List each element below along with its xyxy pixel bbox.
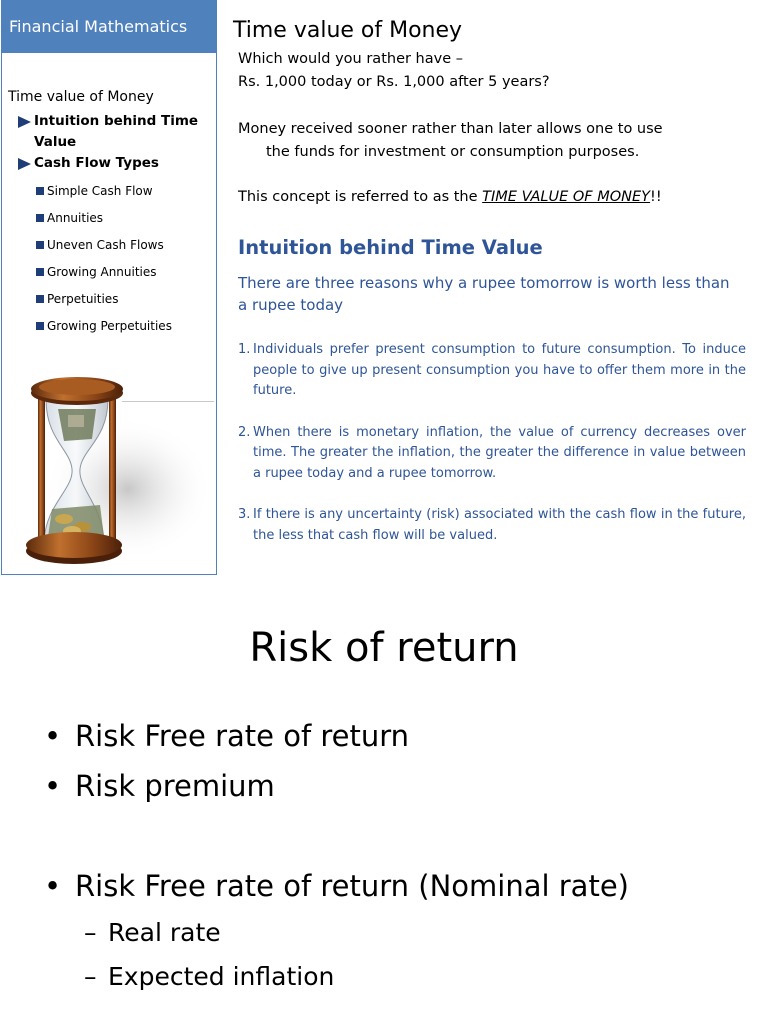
sidebar-nav xyxy=(8,89,214,344)
sidebar-subitem-label: Perpetuities xyxy=(47,292,119,306)
section-intro: There are three reasons why a rupee tomorrow is worth less than a rupee today xyxy=(238,274,730,314)
triangle-right-icon xyxy=(18,116,31,128)
paragraph-line: Money received sooner rather than later allows one to use xyxy=(238,121,663,137)
spacer xyxy=(44,815,629,865)
list-text: When there is monetary inflation, the value of currency decreases over time. The greater the inflation, the greater the difference in value between a rupee today and a rupee tomorrow. xyxy=(253,424,746,481)
sub-bullet-item xyxy=(44,915,629,959)
paragraph-line: the funds for investment or consumption purposes. xyxy=(266,144,640,160)
bullet-text: Risk premium xyxy=(75,769,275,803)
slide-risk-of-return xyxy=(0,590,768,1024)
bullet-item xyxy=(44,865,629,915)
square-bullet-icon xyxy=(36,214,44,222)
sidebar-subitem-growing-annuities[interactable] xyxy=(8,263,214,290)
sub-bullet-item xyxy=(44,959,629,1003)
paragraph-concept xyxy=(238,186,722,209)
sidebar-header: Financial Mathematics xyxy=(2,1,216,53)
concept-emphasis: TIME VALUE OF MONEY xyxy=(482,189,651,205)
sub-bullet-text: Real rate xyxy=(108,918,221,947)
sidebar xyxy=(1,0,217,575)
intro-line: Which would you rather have – xyxy=(238,51,463,67)
triangle-right-icon xyxy=(18,158,31,170)
reasons-list xyxy=(238,340,746,567)
list-text: Individuals prefer present consumption to future consumption. To induce people to give up present consumption you have to offer them more in the future. xyxy=(253,342,746,398)
square-bullet-icon xyxy=(36,268,44,276)
list-number: 2. xyxy=(238,424,251,440)
slide-title: Risk of return xyxy=(249,625,519,671)
list-number: 1. xyxy=(238,342,251,357)
concept-prefix: This concept is referred to as the xyxy=(238,189,483,205)
sidebar-subitem-simple-cash-flow[interactable] xyxy=(8,182,214,209)
list-number: 3. xyxy=(238,507,251,522)
bullet-item xyxy=(44,765,629,815)
sidebar-subitem-growing-perpetuities[interactable] xyxy=(8,317,214,344)
list-item xyxy=(238,340,746,402)
bullet-item xyxy=(44,715,629,765)
square-bullet-icon xyxy=(36,295,44,303)
hourglass-icon xyxy=(8,369,214,569)
sidebar-subitem-perpetuities[interactable] xyxy=(8,290,214,317)
section-heading: Intuition behind Time Value xyxy=(238,236,543,259)
list-text: If there is any uncertainty (risk) associated with the cash flow in the future, the less that cash flow will be valued. xyxy=(253,507,746,543)
square-bullet-icon xyxy=(36,322,44,330)
sidebar-subitem-label: Uneven Cash Flows xyxy=(47,238,164,252)
sub-bullet-dash: – xyxy=(84,918,97,947)
sidebar-subitem-label: Annuities xyxy=(47,211,104,225)
sidebar-subitem-annuities[interactable] xyxy=(8,209,214,236)
sidebar-subitem-label: Growing Annuities xyxy=(47,265,157,279)
sidebar-subitem-uneven-cash-flows[interactable] xyxy=(8,236,214,263)
sidebar-subitem-label: Growing Perpetuities xyxy=(47,319,172,333)
bullet-text: Risk Free rate of return xyxy=(75,719,410,753)
sidebar-title[interactable]: Time value of Money xyxy=(8,89,154,105)
sidebar-subitems xyxy=(8,182,214,344)
square-bullet-icon xyxy=(36,187,44,195)
sub-bullet-dash: – xyxy=(84,962,97,991)
intro-line: Rs. 1,000 today or Rs. 1,000 after 5 years? xyxy=(238,74,550,90)
sidebar-item-cash-flow-types[interactable] xyxy=(8,153,214,174)
bullet-dot: • xyxy=(44,869,62,903)
sidebar-subitem-label: Simple Cash Flow xyxy=(47,184,153,198)
bullet-dot: • xyxy=(44,769,62,803)
square-bullet-icon xyxy=(36,241,44,249)
list-item xyxy=(238,423,746,485)
concept-suffix: !! xyxy=(650,189,662,205)
sidebar-item-label: Cash Flow Types xyxy=(34,155,159,171)
bullet-dot: • xyxy=(44,719,62,753)
page-title: Time value of Money xyxy=(233,18,463,43)
paragraph-money-sooner xyxy=(238,118,722,164)
list-item xyxy=(238,505,746,546)
bullet-list xyxy=(44,715,629,1003)
intro-question xyxy=(238,48,722,94)
bullet-text: Risk Free rate of return (Nominal rate) xyxy=(75,869,629,903)
sidebar-item-intuition[interactable] xyxy=(8,111,214,153)
sidebar-item-label: Intuition behind Time Value xyxy=(34,113,199,150)
sub-bullet-text: Expected inflation xyxy=(108,962,335,991)
